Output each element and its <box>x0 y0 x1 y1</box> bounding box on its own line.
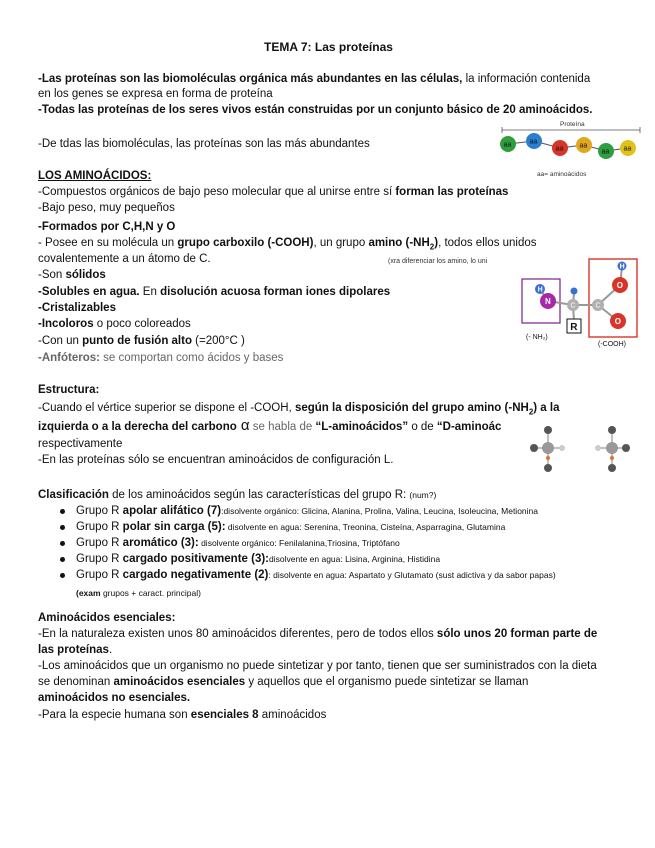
aa-line-5: covalentemente a un átomo de C. <box>38 253 211 265</box>
amino-acid-molecule-figure <box>520 255 642 347</box>
aa-line-7: -Solubles en agua. En disolución acuosa forman iones dipolares <box>38 286 391 298</box>
nh2-label: (- NH₂) <box>526 334 548 341</box>
exam-note: (exam grupos + caract. principal) <box>76 588 201 598</box>
amino-acid-bead-label: aa <box>529 138 538 146</box>
aa-line-4: - Posee en su molécula un grupo carboxilo (-COOH), un grupo amino $(-NH_2)$, todos ellos unidos <box>38 237 537 252</box>
intro-line-4: -De tdas las biomoléculas, las proteínas son las más abundantes <box>38 138 370 150</box>
aa-line-5-note: (xra diferenciar los amino, lo uni <box>388 258 488 265</box>
esenciales-line-5: aminoácidos no esenciales. <box>38 692 191 704</box>
svg-text:H: H <box>537 286 543 294</box>
d-aminoacid-model <box>595 426 630 472</box>
bullet <box>60 557 65 562</box>
estructura-line-1: -Cuando el vértice superior se dispone el -COOH, según la disposición del grupo amino $(-NH_2)$ a la <box>38 402 560 417</box>
r-group-label: R <box>570 322 578 333</box>
clasificacion-item: Grupo R cargado negativamente (2): disolvente en agua: Aspartato y Glutamato (sust adictiva y da sabor papas) <box>76 569 556 581</box>
esenciales-line-6: -Para la especie humana son esenciales 8 aminoácidos <box>38 709 327 721</box>
svg-text:N: N <box>545 297 551 306</box>
bullet <box>60 509 65 514</box>
aa-line-3: -Formados por C,H,N y O <box>38 221 176 233</box>
estructura-line-2: izquierda o a la derecha del carbono α se habla de “L-aminoácidos” o de “D-aminoác <box>38 417 502 434</box>
estructura-heading: Estructura: <box>38 384 100 396</box>
hydrogen-atom <box>571 288 578 295</box>
l-d-configuration-figure <box>508 424 648 476</box>
aa-line-2: -Bajo peso, muy pequeños <box>38 202 175 214</box>
aa-line-1: -Compuestos orgánicos de bajo peso molecular que al unirse entre sí forman las proteínas <box>38 186 509 198</box>
esenciales-heading: Aminoácidos esenciales: <box>38 612 176 624</box>
page-title: TEMA 7: Las proteínas <box>264 40 393 54</box>
aa-line-11: -Anfóteros: se comportan como ácidos y bases <box>38 352 284 364</box>
aminoacidos-heading: LOS AMINOÁCIDOS: <box>38 170 152 182</box>
estructura-line-4: -En las proteínas sólo se encuentran aminoácidos de configuración L. <box>38 454 394 466</box>
svg-text:C: C <box>570 302 576 310</box>
intro-line-3: -Todas las proteínas de los seres vivos están construidas por un conjunto básico de 20 aminoácidos. <box>38 104 593 116</box>
bullet <box>60 525 65 530</box>
amino-acid-bead-label: aa <box>503 141 512 149</box>
svg-text:C: C <box>595 302 601 310</box>
clasificacion-heading: Clasificación de los aminoácidos según las características del grupo R: (num?) <box>38 489 437 501</box>
l-aminoacid-model <box>530 426 565 472</box>
svg-text:O: O <box>616 281 624 290</box>
esenciales-line-3: -Los aminoácidos que un organismo no puede sintetizar y por tanto, tienen que ser suministrados con la dieta <box>38 660 597 672</box>
aa-line-8: -Cristalizables <box>38 302 116 314</box>
aa-legend: aa= aminoácidos <box>537 171 587 178</box>
amino-acid-bead-label: aa <box>555 145 564 153</box>
estructura-line-3: respectivamente <box>38 438 123 450</box>
clasificacion-item: Grupo R apolar alifático (7):disolvente orgánico: Glicina, Alanina, Prolina, Valina, Leucina, Isoleucina, Metionina <box>76 505 538 517</box>
clasificacion-item: Grupo R polar sin carga (5): disolvente en agua: Serenina, Treonina, Cisteína, Asparragina, Glutamina <box>76 521 506 533</box>
amino-acid-bead-label: aa <box>601 148 610 156</box>
aa-line-10: -Con un punto de fusión alto (=200°C ) <box>38 335 245 347</box>
aa-line-6: -Son sólidos <box>38 269 106 281</box>
cooh-label: (-COOH) <box>598 341 626 348</box>
svg-text:H: H <box>619 263 625 271</box>
svg-text:O: O <box>614 317 622 326</box>
bullet <box>60 573 65 578</box>
bullet <box>60 541 65 546</box>
aa-line-9: -Incoloros o poco coloreados <box>38 318 191 330</box>
amino-acid-bead-label: aa <box>579 142 588 150</box>
esenciales-line-4: se denominan aminoácidos esenciales y aquellos que el organismo puede sintetizar se llaman <box>38 676 529 688</box>
clasificacion-item: Grupo R cargado positivamente (3):disolvente en agua: Lisina, Arginina, Histidina <box>76 553 441 565</box>
intro-line-1: -Las proteínas son las biomoléculas orgánica más abundantes en las células, la información contenida <box>38 73 591 85</box>
protein-chain-figure <box>498 118 648 182</box>
clasificacion-item: Grupo R aromático (3): disolvente orgánico: Fenilalanina,Triosina, Triptófano <box>76 537 400 549</box>
intro-line-2: en los genes se expresa en forma de proteína <box>38 88 273 100</box>
amino-acid-bead-label: aa <box>623 145 632 153</box>
esenciales-line-1: -En la naturaleza existen unos 80 aminoácidos diferentes, pero de todos ellos sólo unos 20 forman parte de <box>38 628 598 640</box>
esenciales-line-2: las proteínas. <box>38 644 113 656</box>
protein-label: Proteína <box>560 121 585 128</box>
